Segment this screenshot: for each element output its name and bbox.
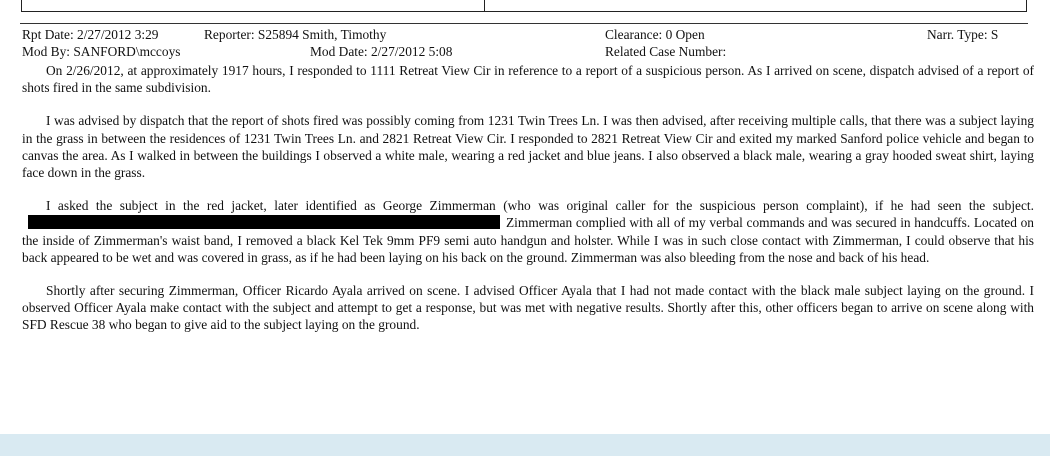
narr-type-cell	[927, 27, 998, 43]
rpt-date: Rpt Date: 2/27/2012 3:29	[22, 27, 159, 42]
related-case-cell	[605, 44, 726, 60]
header-rule	[20, 23, 1028, 24]
redaction-bar	[28, 215, 500, 229]
reporter: Reporter: S25894 Smith, Timothy	[204, 27, 387, 42]
p3-part-b: Zimmerman complied with all of my verbal commands and was secured in handcuffs. Located on the inside of Zimmerman's waist band, I removed a black Kel Tek 9mm PF9 semi auto handgun and holster. While I was in such close contact with Zimmerman, I could observe that his back appeared to be wet and was covered in grass, as if he had been laying on his back on the ground. Zimmerman was also bleeding from the nose and back of his head.	[22, 215, 1034, 265]
bottom-band	[0, 434, 1050, 456]
narr-type: Narr. Type: S	[927, 27, 999, 42]
narrative-paragraph-2: I was advised by dispatch that the report of shots fired was possibly coming from 1231 Twin Trees Ln. I was then advised, after receiving multiple calls, that there was a subject laying in the grass in between the residences of 1231 Twin Trees Ln. and 2821 Retreat View Cir. I responded to 2821 Retreat View Cir and exited my marked Sanford police vehicle and began to canvas the area. As I walked in between the buildings I observed a white male, wearing a red jacket and blue jeans. I also observed a black male, wearing a gray hooded sweat shirt, laying face down in the grass.	[22, 113, 1034, 181]
clearance-cell	[605, 27, 705, 43]
reporter-cell	[204, 27, 386, 43]
p3-part-a: I asked the subject in the red jacket, later identified as George Zimmerman (who was original caller for the suspicious person complaint), if he had seen the subject.	[46, 198, 1034, 214]
mod-date-cell	[310, 44, 452, 60]
mod-by: Mod By: SANFORD\mccoys	[22, 44, 181, 59]
clearance: Clearance: 0 Open	[605, 27, 705, 42]
form-divider	[484, 0, 485, 11]
mod-date: Mod Date: 2/27/2012 5:08	[310, 44, 453, 59]
header-row-1	[22, 27, 159, 43]
top-form-box	[21, 0, 1027, 12]
related-case-number: Related Case Number:	[605, 44, 727, 59]
mod-by-cell	[22, 44, 180, 60]
narrative-body	[22, 62, 1034, 350]
narrative-paragraph-3	[22, 197, 1034, 266]
narrative-paragraph-1: On 2/26/2012, at approximately 1917 hours, I responded to 1111 Retreat View Cir in reference to a report of a suspicious person. As I arrived on scene, dispatch advised of a report of shots fired in the same subdivision.	[22, 63, 1034, 96]
narrative-paragraph-4: Shortly after securing Zimmerman, Officer Ricardo Ayala arrived on scene. I advised Officer Ayala that I had not made contact with the black male subject laying on the ground. I observed Officer Ayala make contact with the subject and attempt to get a response, but was met with negative results. Shortly after this, other officers began to arrive on scene along with SFD Rescue 38 who began to give aid to the subject laying on the ground.	[22, 283, 1034, 333]
